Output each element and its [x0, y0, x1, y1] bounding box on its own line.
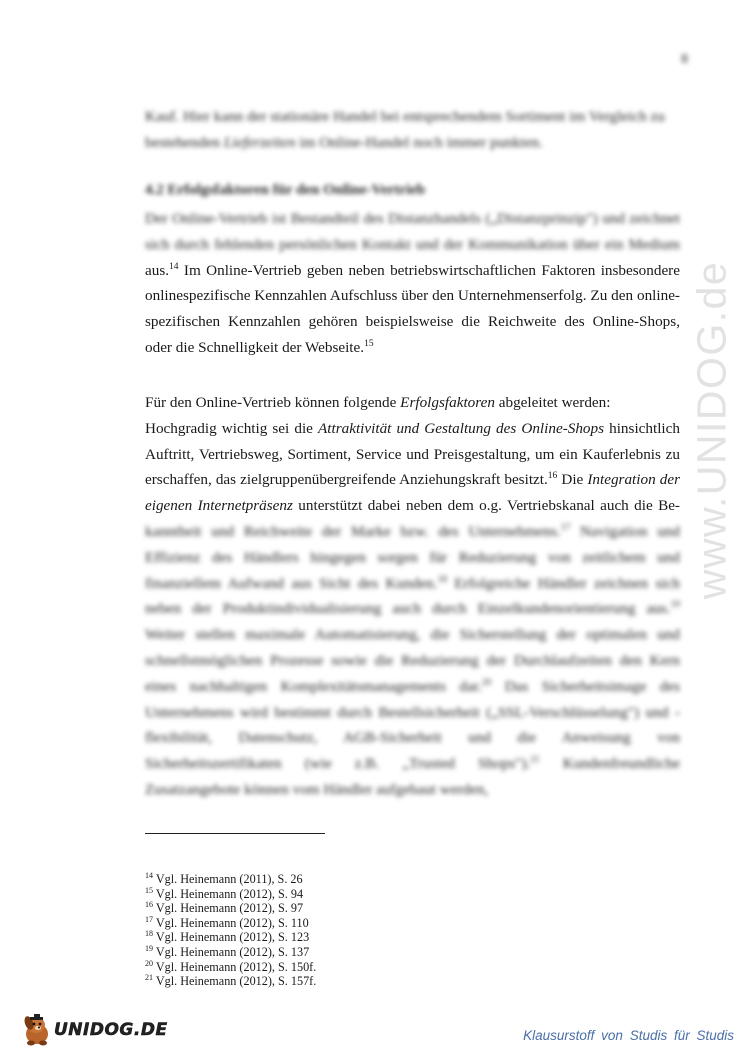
footnote-ref-17: 17: [560, 522, 571, 533]
logo-text: UNIDOG.DE: [54, 1020, 168, 1040]
section-paragraph-blurred: Der Online-Vertrieb ist Bestandteil des Distanzhandels („Distanzprinzip") und zeichnet sich durch fehlenden persönlichen Kontakt und der Kommunikation über ein Medium: [145, 210, 680, 253]
section-text-2: Im Online-Vertrieb geben neben betriebswirtschaftlichen Faktoren insbesondere onlinespezifische Kennzahlen Aufschluss über den Unternehmenserfolg. Zu den online-spezifischen Kennzahlen gehören beispielsweise die Reichweite des Online-Shops, oder die Schnelligkeit der Webseite.: [145, 261, 680, 356]
intro-line-2-post: im Online-Handel noch immer punkten.: [295, 133, 543, 151]
page-number: 8: [681, 52, 688, 67]
intro-paragraph: [145, 104, 680, 156]
factors-blurred-3: Erfolgreiche Händler zeichnen sich neben der Produktindividualisierung auch durch Einzelkundenorientierung aus.: [145, 574, 680, 618]
tagline: Klausurstoff von Studis für Studis: [523, 1028, 734, 1043]
dog-mascot-icon: [20, 1012, 54, 1048]
watermark: www.UNIDOG.de: [688, 260, 735, 600]
factors-s2-post: unterstützt dabei neben dem o.g. Vertriebskanal auch die Be-: [292, 497, 680, 515]
factors-s1-em: Attraktivität und Gestaltung des Online-Shops: [317, 419, 605, 437]
factors-blurred-4: Weiter stellen maximale Automatisierung, die Sicherstellung der optimalen und schnellstmöglichen Prozesse sowie die Reduzierung der Durchlaufzeiten den Kern eines nachhaltigen Komplexitätsmanagements dar.: [145, 626, 680, 695]
footnote-ref-20: 20: [481, 677, 492, 688]
footnote-18: $^{18}$ Vgl. Heinemann (2012), S. 123: [145, 929, 310, 945]
factors-blurred-2: Navigation und Effizienz des Händlers hingegen sorgen für Reduzierung von zeitlichem und finanziellem Aufwand aus Sicht des Kunden.: [145, 522, 680, 592]
intro-line-2-pre: bestehenden: [145, 133, 224, 151]
factors-blurred-6: Kundenfreundliche Zusatzangebote können vom Händler aufgebaut werden,: [145, 755, 680, 798]
intro-line-1: Kauf. Hier kann der stationäre Handel bei entsprechendem Sortiment im Vergleich zu: [145, 108, 665, 125]
footnote-19: $^{19}$ Vgl. Heinemann (2012), S. 137: [145, 943, 310, 959]
footnote-ref-18: 18: [437, 574, 447, 585]
footnote-ref-19: 19: [670, 600, 680, 611]
footnote-ref-21: 21: [530, 755, 540, 766]
factors-blurred-5: Das Sicherheitsimage des Unternehmens wird bestimmt durch Bestellsicherheit („SSL-Verschlüsselung") und -flexibilität, Datenschutz, AGB-Sicherheit und die Anweisung von Sicherheitszertifikaten (wie z.B. „Trusted Shops").: [145, 677, 680, 773]
footnote-16: $^{16}$ Vgl. Heinemann (2012), S. 97: [145, 900, 304, 916]
factors-intro-em: Erfolgsfaktoren: [400, 394, 495, 411]
footnote-17: $^{17}$ Vgl. Heinemann (2012), S. 110: [145, 914, 309, 930]
section-text-1: aus.: [145, 261, 170, 279]
footnotes: [145, 872, 545, 989]
footnote-separator: [145, 833, 325, 834]
section-heading: 4.2 Erfolgsfaktoren für den Online-Vertrieb: [145, 182, 426, 198]
footnote-15: $^{15}$ Vgl. Heinemann (2012), S. 94: [145, 885, 304, 901]
factors-paragraph: [145, 390, 680, 803]
factors-s2-pre: Die: [557, 471, 588, 489]
unidog-logo: [20, 1010, 168, 1050]
footnote-20: $^{20}$ Vgl. Heinemann (2012), S. 150f.: [145, 958, 317, 974]
factors-s1-pre: Hochgradig wichtig sei die: [145, 419, 318, 437]
footnote-ref-14: 14: [169, 261, 179, 272]
footnote-21: $^{21}$ Vgl. Heinemann (2012), S. 157f.: [145, 973, 317, 989]
factors-intro-post: abgeleitet werden:: [494, 394, 611, 411]
intro-line-2-em: Lieferzeiten: [223, 133, 296, 151]
section-paragraph: [145, 206, 680, 361]
factors-blurred-block: [145, 523, 680, 798]
factors-intro-pre: Für den Online-Vertrieb können folgende: [145, 394, 401, 411]
factors-s1-post: hinsichtlich Auftritt, Vertriebsweg, Sortiment, Service und Preisgestaltung, um ein Kauferlebnis zu erschaffen, das zielgruppenübergreifende Anziehungskraft besitzt.: [145, 419, 680, 489]
factors-s2-em: Integration der eigenen Internetpräsenz: [145, 471, 680, 515]
footnote-ref-15: 15: [364, 338, 374, 349]
factors-blurred-1: kanntheit und Reichweite der Marke bzw. des Unternehmens.: [145, 522, 561, 540]
footnote-14: $^{14}$ Vgl. Heinemann (2011), S. 26: [145, 870, 303, 886]
footnote-ref-16: 16: [547, 471, 558, 482]
